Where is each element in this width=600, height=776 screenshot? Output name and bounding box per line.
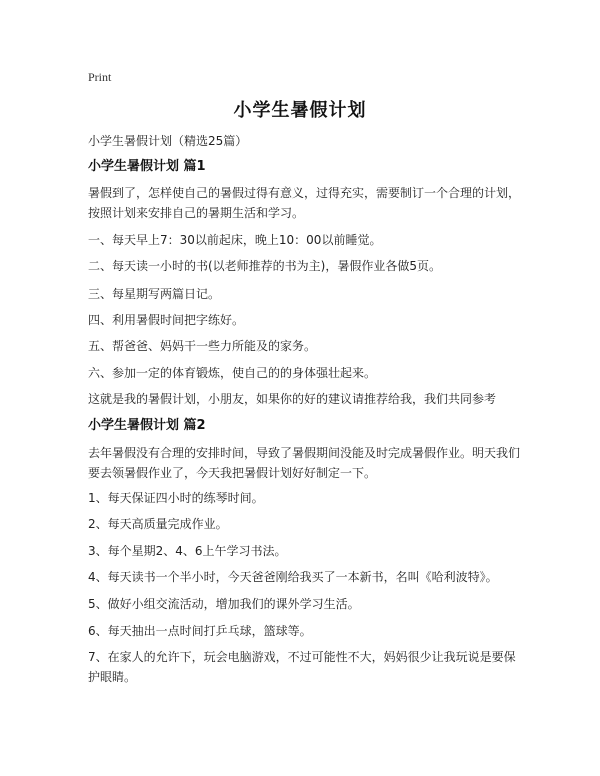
section-heading-1: 小学生暑假计划 篇1: [88, 159, 206, 174]
list-item: 4、每天读书一个半小时，今天爸爸刚给我买了一本新书，名叫《哈利波特》。: [88, 570, 498, 584]
list-item: 二、每天读一小时的书(以老师推荐的书为主)，暑假作业各做5页。: [88, 259, 442, 273]
subtitle: 小学生暑假计划（精选25篇）: [88, 134, 248, 148]
page-title: 小学生暑假计划: [233, 100, 367, 121]
print-link[interactable]: Print: [88, 70, 112, 84]
list-item: 6、每天抽出一点时间打乒乓球，篮球等。: [88, 624, 312, 638]
list-item: 7、在家人的允许下，玩会电脑游戏，不过可能性不大，妈妈很少让我玩说是要保护眼睛。: [88, 650, 516, 684]
list-item: 三、每星期写两篇日记。: [88, 287, 221, 301]
list-item: 六、参加一定的体育锻炼，使自己的的身体强壮起来。: [88, 366, 377, 380]
section1-intro: 暑假到了，怎样使自己的暑假过得有意义，过得充实，需要制订一个合理的计划，按照计划来安排自己的暑期生活和学习。: [88, 186, 521, 220]
section1-outro: 这就是我的暑假计划，小朋友，如果你的好的建议请推荐给我，我们共同参考: [88, 392, 497, 406]
list-item: 3、每个星期2、4、6上午学习书法。: [88, 544, 287, 558]
section2-intro: 去年暑假没有合理的安排时间，导致了暑假期间没能及时完成暑假作业。明天我们要去领暑假作业了，今天我把暑假计划好好制定一下。: [88, 446, 521, 480]
section-heading-2: 小学生暑假计划 篇2: [88, 418, 206, 433]
list-item: 一、每天早上7：30以前起床，晚上10：00以前睡觉。: [88, 233, 382, 247]
list-item: 5、做好小组交流活动，增加我们的课外学习生活。: [88, 597, 360, 611]
list-item: 1、每天保证四小时的练琴时间。: [88, 491, 264, 505]
list-item: 2、每天高质量完成作业。: [88, 517, 228, 531]
list-item: 五、帮爸爸、妈妈干一些力所能及的家务。: [88, 339, 317, 353]
list-item: 四、利用暑假时间把字练好。: [88, 313, 245, 327]
